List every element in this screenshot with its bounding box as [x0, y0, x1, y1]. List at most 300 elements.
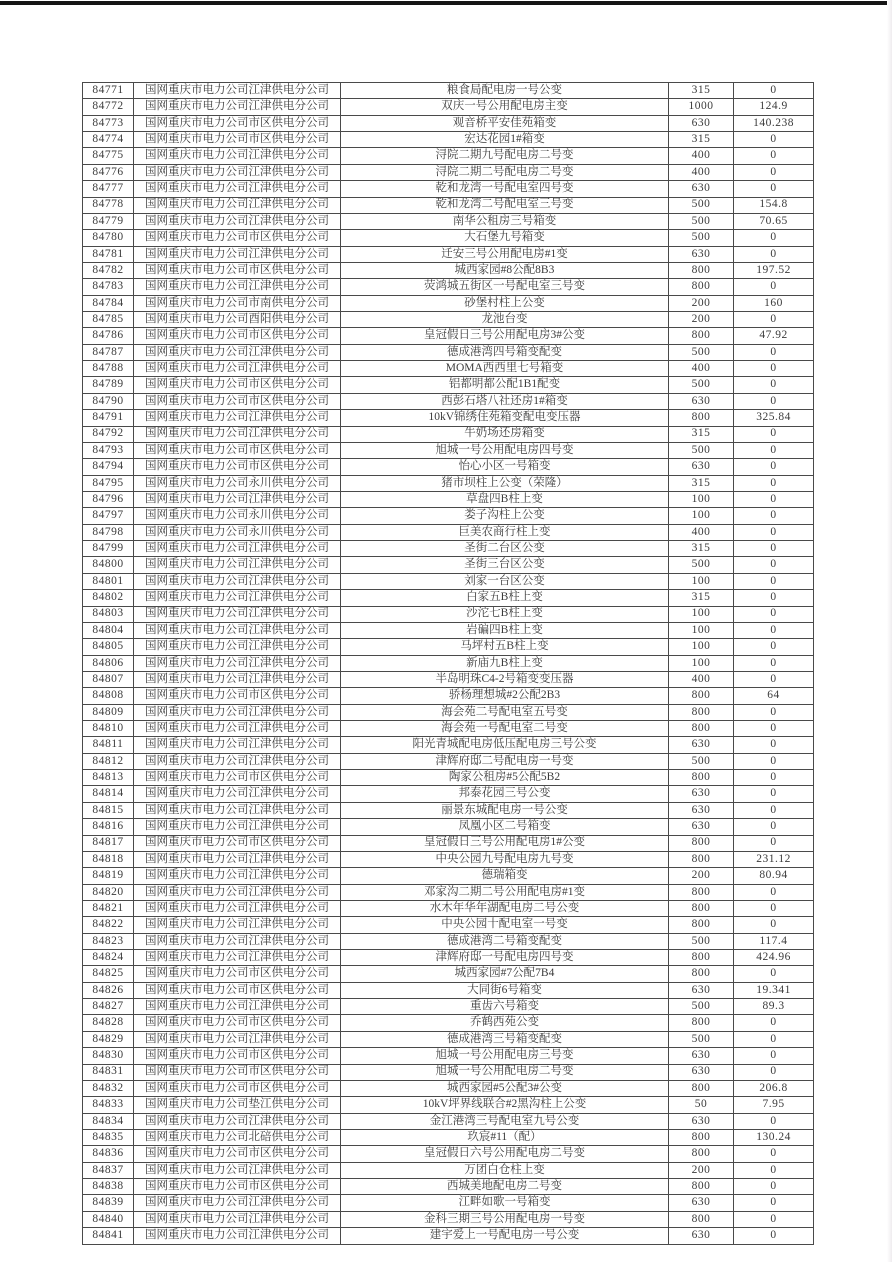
cell-company: 国网重庆市电力公司江津供电分公司 [134, 590, 341, 606]
cell-company: 国网重庆市电力公司市区供电分公司 [134, 230, 341, 246]
table-row [83, 557, 814, 573]
cell-capacity: 630 [669, 982, 734, 998]
table-row [83, 770, 814, 786]
cell-station-name: 江畔如歌一号箱变 [341, 1195, 669, 1211]
cell-capacity: 500 [669, 753, 734, 769]
cell-value: 0 [734, 590, 814, 606]
cell-row-id: 84812 [83, 753, 134, 769]
cell-row-id: 84795 [83, 475, 134, 491]
cell-capacity: 315 [669, 132, 734, 148]
cell-company: 国网重庆市电力公司江津供电分公司 [134, 721, 341, 737]
cell-company: 国网重庆市电力公司江津供电分公司 [134, 1162, 341, 1178]
cell-station-name: 邓家沟二期二号公用配电房#1变 [341, 884, 669, 900]
cell-station-name: 荧鸿城五街区一号配电室三号变 [341, 279, 669, 295]
table-row [83, 115, 814, 131]
cell-station-name: 金科三期三号公用配电房一号变 [341, 1211, 669, 1227]
cell-capacity: 1000 [669, 99, 734, 115]
cell-station-name: 海会苑二号配电室五号变 [341, 704, 669, 720]
cell-row-id: 84825 [83, 966, 134, 982]
cell-row-id: 84837 [83, 1162, 134, 1178]
cell-station-name: 刘家一台区公变 [341, 573, 669, 589]
table-row [83, 1130, 814, 1146]
table-row [83, 573, 814, 589]
cell-value: 0 [734, 508, 814, 524]
cell-value: 0 [734, 573, 814, 589]
cell-value: 0 [734, 393, 814, 409]
cell-row-id: 84797 [83, 508, 134, 524]
cell-row-id: 84787 [83, 344, 134, 360]
cell-value: 19.341 [734, 982, 814, 998]
cell-value: 0 [734, 181, 814, 197]
table-row [83, 917, 814, 933]
table-row [83, 328, 814, 344]
cell-station-name: 陶家公租房#5公配5B2 [341, 770, 669, 786]
cell-row-id: 84817 [83, 835, 134, 851]
cell-station-name: 粮食局配电房一号公变 [341, 83, 669, 99]
cell-capacity: 500 [669, 197, 734, 213]
cell-company: 国网重庆市电力公司江津供电分公司 [134, 786, 341, 802]
table-row [83, 606, 814, 622]
cell-row-id: 84823 [83, 933, 134, 949]
cell-capacity: 800 [669, 900, 734, 916]
cell-company: 国网重庆市电力公司江津供电分公司 [134, 344, 341, 360]
cell-value: 47.92 [734, 328, 814, 344]
transformer-table [82, 82, 814, 1245]
cell-row-id: 84771 [83, 83, 134, 99]
cell-value: 0 [734, 475, 814, 491]
cell-row-id: 84782 [83, 262, 134, 278]
cell-row-id: 84789 [83, 377, 134, 393]
table-row [83, 900, 814, 916]
cell-row-id: 84808 [83, 688, 134, 704]
cell-capacity: 400 [669, 164, 734, 180]
cell-capacity: 800 [669, 1130, 734, 1146]
cell-capacity: 500 [669, 377, 734, 393]
table-row [83, 99, 814, 115]
cell-capacity: 630 [669, 819, 734, 835]
cell-company: 国网重庆市电力公司江津供电分公司 [134, 606, 341, 622]
cell-capacity: 800 [669, 410, 734, 426]
cell-capacity: 100 [669, 606, 734, 622]
cell-capacity: 200 [669, 868, 734, 884]
cell-value: 160 [734, 295, 814, 311]
table-row [83, 410, 814, 426]
cell-company: 国网重庆市电力公司江津供电分公司 [134, 868, 341, 884]
cell-station-name: 阳光青城配电房低压配电房三号公变 [341, 737, 669, 753]
table-row [83, 884, 814, 900]
cell-value: 0 [734, 1228, 814, 1244]
cell-company: 国网重庆市电力公司江津供电分公司 [134, 1228, 341, 1244]
cell-value: 64 [734, 688, 814, 704]
cell-value: 0 [734, 148, 814, 164]
cell-company: 国网重庆市电力公司市区供电分公司 [134, 1179, 341, 1195]
table-row [83, 819, 814, 835]
cell-capacity: 630 [669, 115, 734, 131]
table-row [83, 590, 814, 606]
cell-row-id: 84788 [83, 361, 134, 377]
cell-station-name: MOMA西西里七号箱变 [341, 361, 669, 377]
cell-station-name: 水木年华年湖配电房二号公变 [341, 900, 669, 916]
table-row [83, 704, 814, 720]
cell-station-name: 城西家园#8公配8B3 [341, 262, 669, 278]
table-row [83, 279, 814, 295]
table-row [83, 524, 814, 540]
cell-capacity: 800 [669, 950, 734, 966]
cell-station-name: 旭城一号公用配电房三号变 [341, 1048, 669, 1064]
cell-row-id: 84821 [83, 900, 134, 916]
cell-capacity: 800 [669, 1015, 734, 1031]
cell-company: 国网重庆市电力公司江津供电分公司 [134, 819, 341, 835]
table-row [83, 295, 814, 311]
cell-company: 国网重庆市电力公司市区供电分公司 [134, 115, 341, 131]
cell-value: 0 [734, 377, 814, 393]
cell-row-id: 84819 [83, 868, 134, 884]
cell-station-name: 铝都明都公配1B1配变 [341, 377, 669, 393]
cell-capacity: 630 [669, 1195, 734, 1211]
cell-capacity: 630 [669, 459, 734, 475]
cell-company: 国网重庆市电力公司江津供电分公司 [134, 164, 341, 180]
cell-station-name: 砂堡村柱上公变 [341, 295, 669, 311]
cell-company: 国网重庆市电力公司永川供电分公司 [134, 524, 341, 540]
cell-company: 国网重庆市电力公司江津供电分公司 [134, 246, 341, 262]
cell-capacity: 400 [669, 361, 734, 377]
transformer-table-container [82, 82, 813, 1242]
table-row [83, 312, 814, 328]
cell-row-id: 84792 [83, 426, 134, 442]
cell-row-id: 84839 [83, 1195, 134, 1211]
table-row [83, 622, 814, 638]
table-row [83, 966, 814, 982]
cell-value: 0 [734, 279, 814, 295]
cell-capacity: 400 [669, 148, 734, 164]
cell-value: 231.12 [734, 851, 814, 867]
cell-row-id: 84835 [83, 1130, 134, 1146]
cell-company: 国网重庆市电力公司江津供电分公司 [134, 950, 341, 966]
cell-row-id: 84784 [83, 295, 134, 311]
cell-station-name: 草盘四B柱上变 [341, 491, 669, 507]
cell-company: 国网重庆市电力公司市区供电分公司 [134, 1146, 341, 1162]
cell-capacity: 500 [669, 1031, 734, 1047]
cell-value: 0 [734, 1195, 814, 1211]
cell-value: 0 [734, 671, 814, 687]
cell-value: 0 [734, 541, 814, 557]
cell-station-name: 德成港湾二号箱变配变 [341, 933, 669, 949]
table-row [83, 753, 814, 769]
cell-value: 0 [734, 230, 814, 246]
cell-capacity: 800 [669, 721, 734, 737]
cell-value: 0 [734, 1211, 814, 1227]
cell-station-name: 观音桥平安佳苑箱变 [341, 115, 669, 131]
cell-capacity: 400 [669, 671, 734, 687]
cell-station-name: 海会苑一号配电室二号变 [341, 721, 669, 737]
cell-company: 国网重庆市电力公司市区供电分公司 [134, 377, 341, 393]
cell-row-id: 84778 [83, 197, 134, 213]
cell-value: 140.238 [734, 115, 814, 131]
cell-row-id: 84802 [83, 590, 134, 606]
cell-company: 国网重庆市电力公司江津供电分公司 [134, 213, 341, 229]
cell-value: 0 [734, 1064, 814, 1080]
cell-capacity: 400 [669, 524, 734, 540]
cell-capacity: 800 [669, 966, 734, 982]
cell-capacity: 200 [669, 295, 734, 311]
table-row [83, 262, 814, 278]
cell-capacity: 100 [669, 639, 734, 655]
cell-value: 0 [734, 900, 814, 916]
table-row [83, 1048, 814, 1064]
cell-station-name: 乔鹤西苑公变 [341, 1015, 669, 1031]
cell-capacity: 50 [669, 1097, 734, 1113]
cell-station-name: 建宇爱上一号配电房一号公变 [341, 1228, 669, 1244]
cell-capacity: 100 [669, 622, 734, 638]
cell-company: 国网重庆市电力公司江津供电分公司 [134, 410, 341, 426]
cell-station-name: 圣街二台区公变 [341, 541, 669, 557]
cell-company: 国网重庆市电力公司市区供电分公司 [134, 393, 341, 409]
cell-capacity: 500 [669, 999, 734, 1015]
cell-capacity: 800 [669, 328, 734, 344]
cell-capacity: 630 [669, 737, 734, 753]
cell-station-name: 巨美农商行柱上变 [341, 524, 669, 540]
cell-station-name: 重齿六号箱变 [341, 999, 669, 1015]
cell-station-name: 城西家园#5公配3#公变 [341, 1080, 669, 1096]
cell-company: 国网重庆市电力公司江津供电分公司 [134, 491, 341, 507]
cell-capacity: 800 [669, 279, 734, 295]
page-right-edge-shade [887, 0, 892, 1262]
table-row [83, 442, 814, 458]
cell-capacity: 630 [669, 393, 734, 409]
cell-station-name: 沙沱七B柱上变 [341, 606, 669, 622]
table-row [83, 655, 814, 671]
page-top-edge-line [0, 1, 892, 5]
cell-value: 0 [734, 802, 814, 818]
cell-company: 国网重庆市电力公司市区供电分公司 [134, 1015, 341, 1031]
table-row [83, 950, 814, 966]
cell-row-id: 84814 [83, 786, 134, 802]
cell-company: 国网重庆市电力公司市区供电分公司 [134, 262, 341, 278]
cell-value: 206.8 [734, 1080, 814, 1096]
cell-capacity: 800 [669, 1146, 734, 1162]
cell-company: 国网重庆市电力公司江津供电分公司 [134, 900, 341, 916]
cell-value: 70.65 [734, 213, 814, 229]
cell-row-id: 84793 [83, 442, 134, 458]
cell-row-id: 84830 [83, 1048, 134, 1064]
cell-company: 国网重庆市电力公司江津供电分公司 [134, 737, 341, 753]
cell-row-id: 84831 [83, 1064, 134, 1080]
cell-station-name: 中央公园九号配电房九号变 [341, 851, 669, 867]
cell-station-name: 猪市坝柱上公变（荣隆） [341, 475, 669, 491]
cell-row-id: 84791 [83, 410, 134, 426]
cell-company: 国网重庆市电力公司江津供电分公司 [134, 1195, 341, 1211]
cell-value: 0 [734, 1113, 814, 1129]
cell-capacity: 800 [669, 835, 734, 851]
cell-station-name: 浔院二期二号配电房二号变 [341, 164, 669, 180]
cell-station-name: 怡心小区一号箱变 [341, 459, 669, 475]
table-row [83, 1179, 814, 1195]
cell-capacity: 500 [669, 442, 734, 458]
cell-row-id: 84832 [83, 1080, 134, 1096]
cell-company: 国网重庆市电力公司市南供电分公司 [134, 295, 341, 311]
cell-company: 国网重庆市电力公司江津供电分公司 [134, 1211, 341, 1227]
cell-value: 0 [734, 622, 814, 638]
cell-capacity: 800 [669, 884, 734, 900]
cell-station-name: 皇冠假日三号公用配电房1#公变 [341, 835, 669, 851]
cell-company: 国网重庆市电力公司市区供电分公司 [134, 966, 341, 982]
table-row [83, 851, 814, 867]
cell-capacity: 315 [669, 83, 734, 99]
cell-row-id: 84772 [83, 99, 134, 115]
cell-value: 7.95 [734, 1097, 814, 1113]
cell-value: 0 [734, 557, 814, 573]
cell-row-id: 84801 [83, 573, 134, 589]
cell-station-name: 皇冠假日三号公用配电房3#公变 [341, 328, 669, 344]
cell-row-id: 84786 [83, 328, 134, 344]
cell-station-name: 金江港湾三号配电室九号公变 [341, 1113, 669, 1129]
cell-capacity: 100 [669, 491, 734, 507]
cell-value: 0 [734, 770, 814, 786]
table-row [83, 246, 814, 262]
cell-company: 国网重庆市电力公司永川供电分公司 [134, 475, 341, 491]
cell-station-name: 玖宸#11（配） [341, 1130, 669, 1146]
cell-value: 0 [734, 1146, 814, 1162]
cell-row-id: 84815 [83, 802, 134, 818]
table-row [83, 721, 814, 737]
cell-company: 国网重庆市电力公司江津供电分公司 [134, 671, 341, 687]
table-row [83, 1015, 814, 1031]
cell-value: 0 [734, 606, 814, 622]
cell-value: 0 [734, 344, 814, 360]
cell-value: 0 [734, 361, 814, 377]
cell-value: 0 [734, 312, 814, 328]
cell-value: 0 [734, 1031, 814, 1047]
table-row [83, 1162, 814, 1178]
cell-station-name: 中央公园十配电室一号变 [341, 917, 669, 933]
cell-value: 0 [734, 737, 814, 753]
cell-station-name: 10kV锦绣住苑箱变配电变压器 [341, 410, 669, 426]
cell-company: 国网重庆市电力公司江津供电分公司 [134, 1113, 341, 1129]
cell-capacity: 800 [669, 770, 734, 786]
table-row [83, 1080, 814, 1096]
cell-value: 0 [734, 704, 814, 720]
cell-station-name: 龙池台变 [341, 312, 669, 328]
table-row [83, 1031, 814, 1047]
cell-row-id: 84827 [83, 999, 134, 1015]
cell-value: 0 [734, 819, 814, 835]
cell-value: 0 [734, 83, 814, 99]
cell-company: 国网重庆市电力公司市区供电分公司 [134, 982, 341, 998]
cell-station-name: 娄子沟柱上公变 [341, 508, 669, 524]
cell-capacity: 800 [669, 1080, 734, 1096]
cell-company: 国网重庆市电力公司江津供电分公司 [134, 541, 341, 557]
cell-row-id: 84840 [83, 1211, 134, 1227]
cell-value: 0 [734, 1015, 814, 1031]
cell-row-id: 84805 [83, 639, 134, 655]
cell-capacity: 630 [669, 246, 734, 262]
cell-company: 国网重庆市电力公司江津供电分公司 [134, 361, 341, 377]
cell-capacity: 315 [669, 426, 734, 442]
table-row [83, 868, 814, 884]
cell-station-name: 双庆一号公用配电房主变 [341, 99, 669, 115]
table-row [83, 475, 814, 491]
cell-company: 国网重庆市电力公司市区供电分公司 [134, 835, 341, 851]
table-row [83, 213, 814, 229]
table-row [83, 181, 814, 197]
cell-station-name: 骄杨理想城#2公配2B3 [341, 688, 669, 704]
cell-capacity: 315 [669, 590, 734, 606]
cell-row-id: 84807 [83, 671, 134, 687]
cell-capacity: 800 [669, 1179, 734, 1195]
cell-row-id: 84841 [83, 1228, 134, 1244]
cell-value: 424.96 [734, 950, 814, 966]
cell-company: 国网重庆市电力公司市区供电分公司 [134, 688, 341, 704]
cell-row-id: 84779 [83, 213, 134, 229]
cell-station-name: 大石堡九号箱变 [341, 230, 669, 246]
cell-value: 197.52 [734, 262, 814, 278]
cell-capacity: 800 [669, 851, 734, 867]
cell-company: 国网重庆市电力公司江津供电分公司 [134, 197, 341, 213]
cell-row-id: 84780 [83, 230, 134, 246]
cell-company: 国网重庆市电力公司江津供电分公司 [134, 99, 341, 115]
table-row [83, 426, 814, 442]
cell-value: 325.84 [734, 410, 814, 426]
table-row [83, 1097, 814, 1113]
cell-value: 0 [734, 835, 814, 851]
table-row [83, 541, 814, 557]
cell-value: 0 [734, 246, 814, 262]
cell-row-id: 84813 [83, 770, 134, 786]
cell-row-id: 84811 [83, 737, 134, 753]
cell-row-id: 84776 [83, 164, 134, 180]
table-row [83, 671, 814, 687]
cell-company: 国网重庆市电力公司江津供电分公司 [134, 639, 341, 655]
cell-row-id: 84822 [83, 917, 134, 933]
cell-station-name: 圣街三台区公变 [341, 557, 669, 573]
cell-company: 国网重庆市电力公司市区供电分公司 [134, 132, 341, 148]
cell-row-id: 84806 [83, 655, 134, 671]
cell-company: 国网重庆市电力公司市区供电分公司 [134, 1048, 341, 1064]
cell-company: 国网重庆市电力公司江津供电分公司 [134, 426, 341, 442]
cell-row-id: 84809 [83, 704, 134, 720]
cell-capacity: 100 [669, 573, 734, 589]
cell-row-id: 84790 [83, 393, 134, 409]
cell-station-name: 岩碥四B柱上变 [341, 622, 669, 638]
cell-company: 国网重庆市电力公司垫江供电分公司 [134, 1097, 341, 1113]
table-row [83, 344, 814, 360]
cell-company: 国网重庆市电力公司酉阳供电分公司 [134, 312, 341, 328]
cell-row-id: 84826 [83, 982, 134, 998]
table-row [83, 83, 814, 99]
cell-capacity: 200 [669, 312, 734, 328]
cell-row-id: 84773 [83, 115, 134, 131]
cell-station-name: 10kV坪界线联合#2黑沟柱上公变 [341, 1097, 669, 1113]
cell-station-name: 邦泰花园三号公变 [341, 786, 669, 802]
cell-row-id: 84796 [83, 491, 134, 507]
cell-capacity: 800 [669, 1211, 734, 1227]
cell-company: 国网重庆市电力公司市区供电分公司 [134, 1080, 341, 1096]
cell-row-id: 84803 [83, 606, 134, 622]
cell-value: 0 [734, 884, 814, 900]
table-row [83, 148, 814, 164]
table-row [83, 688, 814, 704]
cell-station-name: 乾和龙湾二号配电室三号变 [341, 197, 669, 213]
cell-row-id: 84798 [83, 524, 134, 540]
cell-company: 国网重庆市电力公司江津供电分公司 [134, 655, 341, 671]
cell-row-id: 84833 [83, 1097, 134, 1113]
cell-station-name: 旭城一号公用配电房二号变 [341, 1064, 669, 1080]
cell-row-id: 84799 [83, 541, 134, 557]
cell-value: 0 [734, 721, 814, 737]
cell-company: 国网重庆市电力公司江津供电分公司 [134, 557, 341, 573]
cell-value: 0 [734, 442, 814, 458]
table-row [83, 639, 814, 655]
